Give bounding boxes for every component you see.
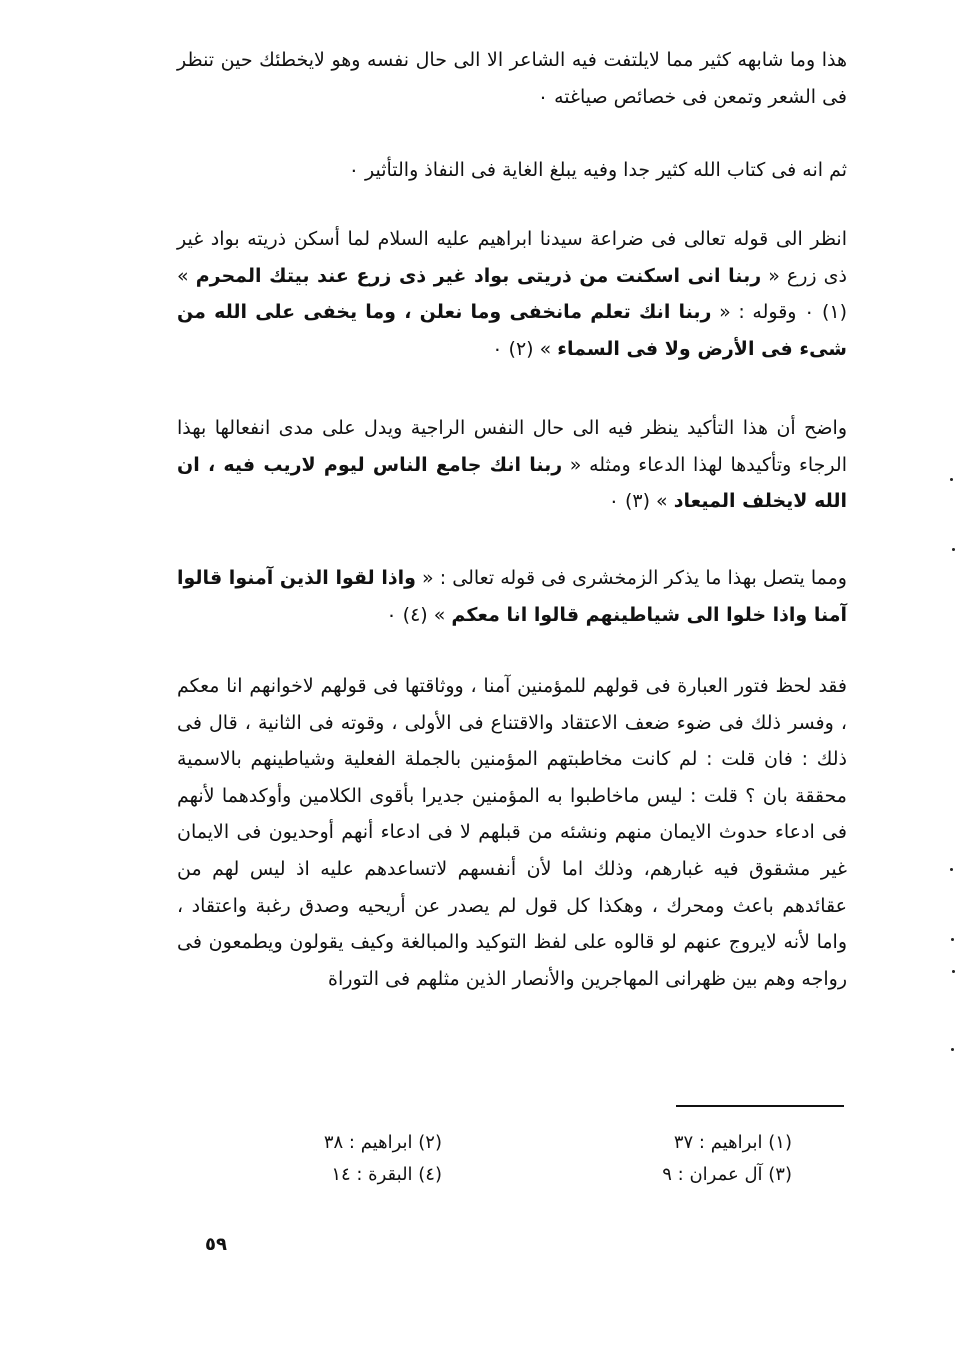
footnote-divider: [676, 1105, 844, 1107]
paragraph-text: انظر الى قوله تعالى فى ضراعة سيدنا ابراهيم عليه السلام لما أسكن ذريته بواد غير ذى زرع «: [177, 228, 847, 287]
paragraph-4: [177, 410, 847, 520]
scan-speck: [950, 478, 953, 481]
paragraph-2: [177, 152, 847, 189]
quranic-quote: ربنا انى اسكنت من ذريتى بواد غير ذى زرع عند بيتك المحرم: [195, 264, 762, 287]
paragraph-text: فقد لحظ فتور العبارة فى قولهم للمؤمنين آمنا ، ووثاقتها فى قولهم لاخوانهم انا معكم ، وفسر ذلك فى ضوء ضعف الاعتقاد والاقتناع فى الأولى ، وقوته فى الثانية ، قال فى ذلك : فان قلت : لم كانت مخاطبتهم المؤمنين بالجملة الفعلية وشياطينهم بالاسمية محققة بان ؟ قلت : ليس ماخاطبوا به المؤمنين جديرا بأقوى الكلامين وأوكدهما لأنهم فى ادعاء حدوث الايمان منهم ونشئه من قبلهم لا فى ادعاء أنهم أوحديون فى الايمان غير مشقوق فيه غبارهم، وذلك اما لأن أنفسهم لاتساعدهم عليه اذ ليس لهم من عقائدهم باعث ومحرك ، وهكذا كل قول لم يصدر عن أريحيه وصدق رغبة واعتقاد ، واما لأنه لايروج عنهم لو قالوه على لفظ التوكيد والمبالغة وكيف يقولون ويطمعون فى رواجه وهم بين ظهرانى المهاجرين والأنصار الذين مثلهم فى التوراة: [177, 675, 847, 990]
paragraph-6: [177, 668, 847, 997]
scan-speck: [951, 938, 954, 941]
paragraph-5: [177, 560, 847, 633]
paragraph-text: هذا وما شابهه كثير مما لايلتفت فيه الشاعر الا الى حال نفسه وهو لايخطئك حين تنظر فى الشعر وتمعن فى خصائص صياغته ٠: [177, 49, 847, 108]
paragraph-text: ثم انه فى كتاب الله كثير جدا وفيه يبلغ الغاية فى النفاذ والتأثير ٠: [348, 159, 847, 181]
scan-speck: [952, 548, 955, 551]
paragraph-1: [177, 42, 847, 115]
paragraph-text: » (٢) ٠: [492, 337, 558, 360]
paragraph-text: واضح أن هذا التأكيد ينظر فيه الى حال النفس الراجية ويدل على مدى انفعالها بهذا الرجاء وتأكيدها لهذا الدعاء ومثله «: [177, 417, 847, 476]
footnote-4: (٤) البقرة : ١٤: [331, 1164, 442, 1185]
footnote-2: (٢) ابراهيم : ٣٨: [323, 1132, 442, 1153]
footnote-1: (١) ابراهيم : ٣٧: [673, 1132, 792, 1153]
scan-speck: [952, 970, 955, 973]
paragraph-text: ومما يتصل بهذا ما يذكر الزمخشرى فى قوله تعالى : «: [415, 567, 847, 589]
scan-speck: [951, 1048, 954, 1051]
quranic-quote: واذا لقوا الذين آمنوا قالوا آمنا واذا خلوا الى شياطينهم قالوا انا معكم: [177, 567, 847, 626]
quranic-quote: ربنا انك تعلم مانخفى وما نعلن ، وما يخفى على الله من شىء فى الأرض ولا فى السماء: [177, 301, 847, 360]
quranic-quote: ربنا انك جامع الناس ليوم لاريب فيه ، ان الله لايخلف الميعاد: [177, 453, 847, 512]
footnote-3: (٣) آل عمران : ٩: [662, 1164, 792, 1185]
paragraph-text: » (٤) ٠: [386, 603, 452, 626]
paragraph-text: » (١) ٠ وقوله : «: [177, 264, 847, 323]
paragraph-text: » (٣) ٠: [608, 490, 674, 512]
paragraph-3: [177, 221, 847, 367]
scan-speck: [950, 868, 953, 871]
page-number: ٥٩: [205, 1234, 227, 1255]
